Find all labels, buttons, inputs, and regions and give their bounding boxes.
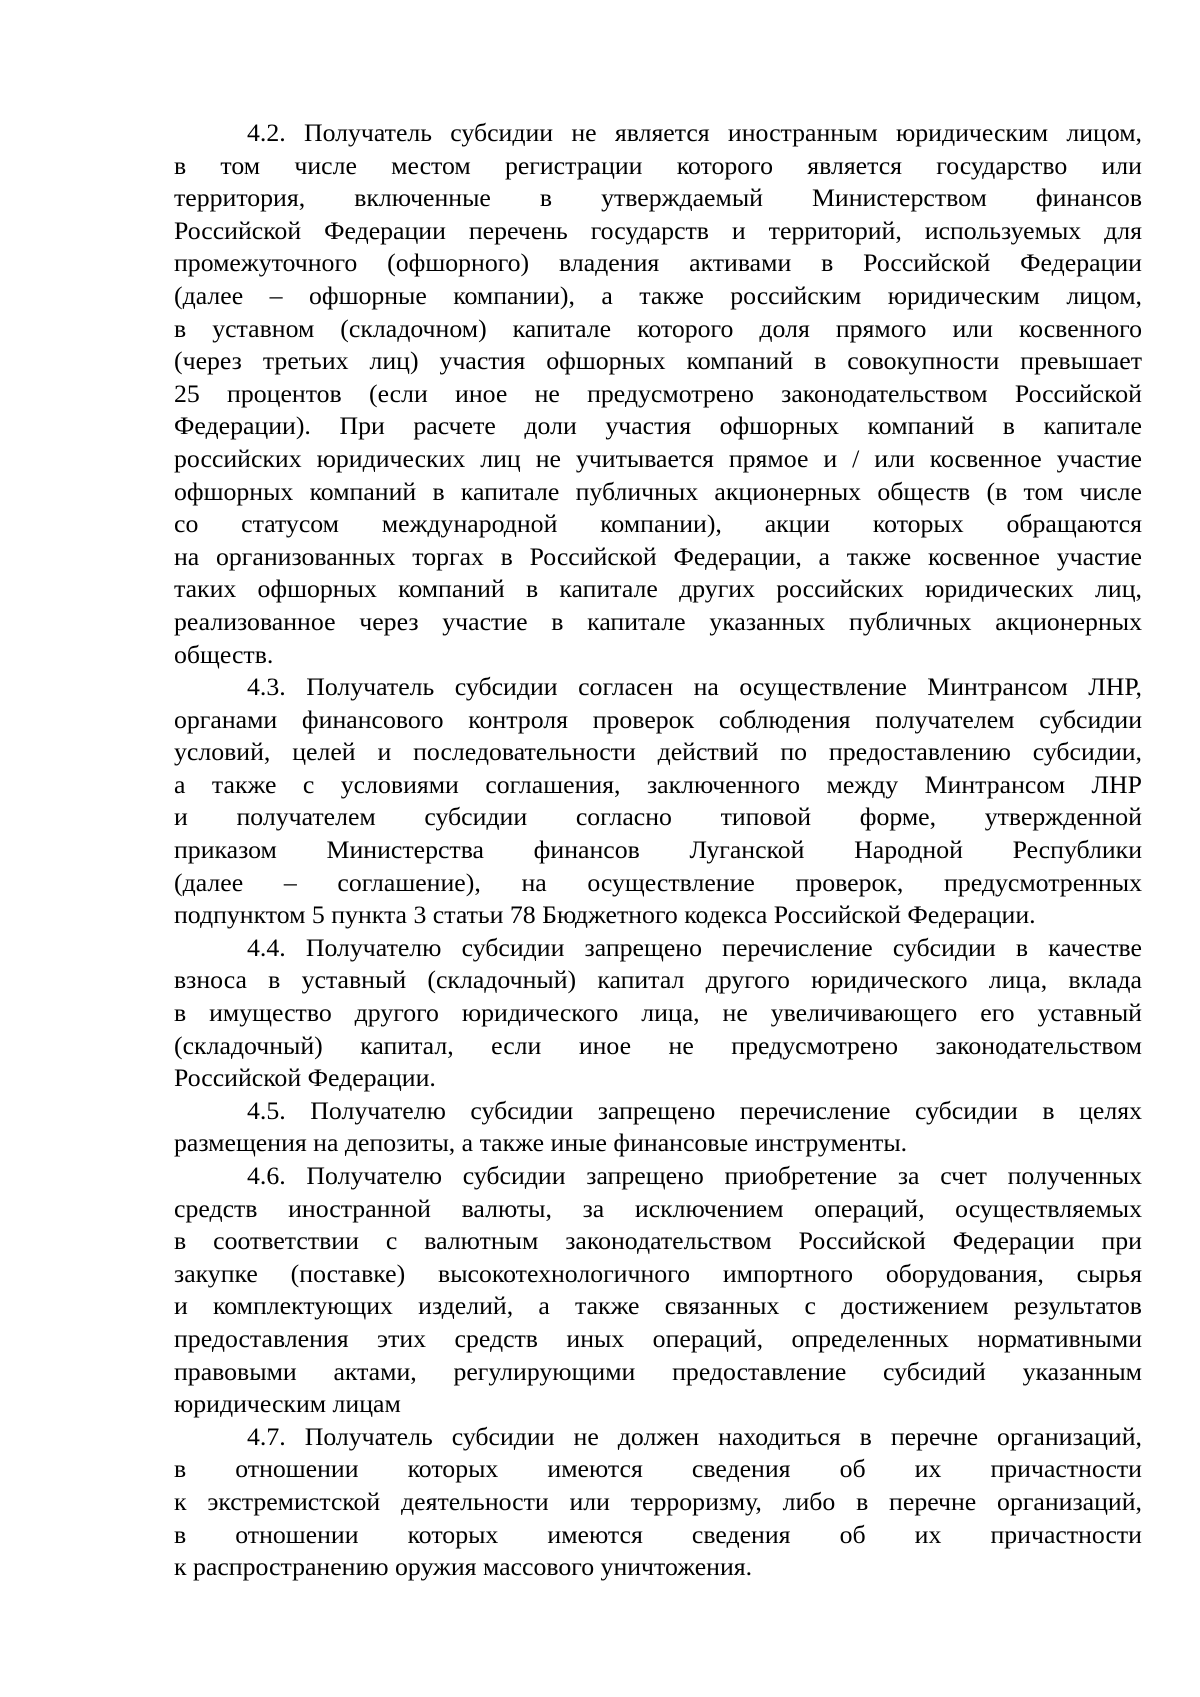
text-line: в том числе местом регистрации которого является государство или xyxy=(174,150,1142,180)
text-line: к экстремистской деятельности или терроризму, либо в перечне организаций, xyxy=(174,1486,1142,1516)
text-line: Российской Федерации. xyxy=(174,1063,436,1093)
text-line: промежуточного (офшорного) владения активами в Российской Федерации xyxy=(174,248,1142,278)
paragraph-4-5 xyxy=(174,1095,1142,1160)
text-line: приказом Министерства финансов Луганской Народной Республики xyxy=(174,835,1142,865)
text-line: в отношении которых имеются сведения об их причастности xyxy=(174,1519,1142,1549)
text-line: (через третьих лиц) участия офшорных компаний в совокупности превышает xyxy=(174,346,1142,376)
text-line: средств иностранной валюты, за исключением операций, осуществляемых xyxy=(174,1193,1142,1223)
paragraph-4-7 xyxy=(174,1421,1142,1584)
text-line: обществ. xyxy=(174,639,274,669)
document-body xyxy=(174,117,1142,1584)
text-line: к распространению оружия массового уничтожения. xyxy=(174,1552,753,1582)
text-line: 4.4. Получателю субсидии запрещено перечисление субсидии в качестве xyxy=(247,932,1142,962)
text-line: таких офшорных компаний в капитале других российских юридических лиц, xyxy=(174,574,1142,604)
paragraph-4-4 xyxy=(174,932,1142,1095)
text-line: 4.2. Получатель субсидии не является иностранным юридическим лицом, xyxy=(247,118,1142,147)
text-line: Федерации). При расчете доли участия офшорных компаний в капитале xyxy=(174,411,1142,441)
text-line: предоставления этих средств иных операций, определенных нормативными xyxy=(174,1323,1142,1353)
text-line: органами финансового контроля проверок соблюдения получателем субсидии xyxy=(174,704,1142,734)
text-line: на организованных торгах в Российской Федерации, а также косвенное участие xyxy=(174,541,1142,571)
text-line: 4.3. Получатель субсидии согласен на осуществление Минтрансом ЛНР, xyxy=(247,672,1142,702)
text-line: (складочный) капитал, если иное не предусмотрено законодательством xyxy=(174,1030,1142,1060)
paragraph-4-6 xyxy=(174,1160,1142,1421)
text-line: правовыми актами, регулирующими предоставление субсидий указанным xyxy=(174,1356,1142,1386)
text-line: 4.7. Получатель субсидии не должен находиться в перечне организаций, xyxy=(247,1421,1142,1451)
text-line: юридическим лицам xyxy=(174,1389,401,1419)
text-line: (далее – офшорные компании), а также российским юридическим лицом, xyxy=(174,280,1142,310)
text-line: 4.5. Получателю субсидии запрещено перечисление субсидии в целях xyxy=(247,1095,1142,1125)
text-line: и комплектующих изделий, а также связанных с достижением результатов xyxy=(174,1291,1142,1321)
text-line: Российской Федерации перечень государств и территорий, используемых для xyxy=(174,215,1142,245)
text-line: со статусом международной компании), акции которых обращаются xyxy=(174,509,1142,539)
text-line: закупке (поставке) высокотехнологичного импортного оборудования, сырья xyxy=(174,1258,1142,1288)
paragraph-4-3 xyxy=(174,671,1142,932)
text-line: реализованное через участие в капитале указанных публичных акционерных xyxy=(174,606,1142,636)
text-line: (далее – соглашение), на осуществление проверок, предусмотренных xyxy=(174,867,1142,897)
text-line: в имущество другого юридического лица, не увеличивающего его уставный xyxy=(174,998,1142,1028)
text-line: подпунктом 5 пункта 3 статьи 78 Бюджетного кодекса Российской Федерации. xyxy=(174,900,1036,930)
text-line: 4.6. Получателю субсидии запрещено приобретение за счет полученных xyxy=(247,1161,1142,1190)
text-line: в уставном (складочном) капитале которого доля прямого или косвенного xyxy=(174,313,1142,343)
text-line: а также с условиями соглашения, заключенного между Минтрансом ЛНР xyxy=(174,769,1142,799)
text-line: в соответствии с валютным законодательством Российской Федерации при xyxy=(174,1226,1142,1256)
text-line: в отношении которых имеются сведения об их причастности xyxy=(174,1454,1142,1484)
text-line: условий, целей и последовательности действий по предоставлению субсидии, xyxy=(174,737,1142,767)
paragraph-4-2 xyxy=(174,117,1142,671)
text-line: территория, включенные в утверждаемый Министерством финансов xyxy=(174,183,1142,213)
text-line: офшорных компаний в капитале публичных акционерных обществ (в том числе xyxy=(174,476,1142,506)
text-line: и получателем субсидии согласно типовой форме, утвержденной xyxy=(174,802,1142,832)
text-line: размещения на депозиты, а также иные финансовые инструменты. xyxy=(174,1128,908,1158)
text-line: взноса в уставный (складочный) капитал другого юридического лица, вклада xyxy=(174,965,1142,995)
text-line: 25 процентов (если иное не предусмотрено законодательством Российской xyxy=(174,378,1142,408)
text-line: российских юридических лиц не учитывается прямое и / или косвенное участие xyxy=(174,443,1142,473)
